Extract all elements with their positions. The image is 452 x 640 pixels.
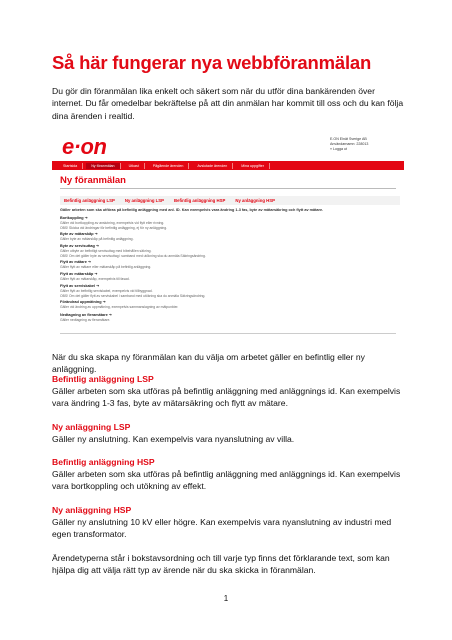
category-text: Gäller utbyte av befintligt servisuttag med bibehållen säkring.	[60, 249, 152, 253]
logout-link: » Logga ut	[330, 147, 347, 152]
category-text: Gäller flytt av mätarskåp, exempelvis till fasad.	[60, 277, 130, 281]
category-item	[60, 284, 360, 298]
eon-logo: e·on	[62, 134, 107, 159]
category-title: Flytt av serviskabel ➔	[60, 284, 100, 288]
category-text: Gäller byte av mätarskåp på befintlig anläggning.	[60, 237, 134, 241]
tab-description: Gäller arbeten som ska utföras på befintlig anläggning med anl. ID. Kan exempelvis vara ändring 1-3 fas, byte av mätarsäkring och flytt av mätare.	[60, 208, 324, 212]
section-heading: Ny anläggning LSP	[52, 422, 131, 432]
category-title: Förändrad uppmätning ➔	[60, 300, 106, 304]
nav-mina-uppgifter: Mina uppgifter	[236, 163, 270, 169]
section-heading: Ny anläggning HSP	[52, 505, 132, 515]
account-box	[330, 137, 392, 153]
category-title: Flytt av mätare ➔	[60, 260, 92, 264]
page-title: Så här fungerar nya webbföranmälan	[52, 52, 372, 73]
tab-befintlig-hsp: Befintlig anläggning HSP	[174, 198, 226, 203]
nav-bar	[52, 161, 404, 170]
category-title: Bortkoppling ➔	[60, 216, 88, 220]
tabs-row	[60, 196, 400, 205]
category-item	[60, 272, 360, 282]
embedded-screenshot	[52, 128, 404, 338]
section-body: Gäller ny anslutning 10 kV eller högre. Kan exempelvis vara nyanslutning av industri med egen transformator.	[52, 517, 392, 540]
category-text: Gäller nedtagning av fleramätare.	[60, 318, 111, 322]
category-text: Gäller vid ändring av uppmätning, exempelvis sammanslagning av mätpunkter.	[60, 305, 179, 309]
tab-ny-lsp: Ny anläggning LSP	[124, 198, 165, 203]
category-text: Gäller flytt av mätare eller mätarskåp på befintlig anläggning.	[60, 265, 152, 269]
tab-befintlig-lsp: Befintlig anläggning LSP	[64, 198, 115, 203]
screenshot-heading: Ny föranmälan	[60, 175, 126, 186]
category-text: OBS! Om det gäller byte av servisuttag i samband med utökning ska du anmäla Säkringsändring.	[60, 253, 206, 258]
category-text: Gäller vid bortkoppling av anslutning, exempelvis vid flytt eller rivning.	[60, 221, 165, 225]
nav-pagaende: Pågående ärenden	[148, 163, 190, 169]
category-item	[60, 300, 360, 310]
nav-ny-foranmalan: Ny föranmälan	[86, 163, 120, 169]
section-body: Gäller arbeten som ska utföras på befintlig anläggning med anläggnings id. Kan exempelvis vara ändring 1-3 fas, byte av mätarsäkring och flytt av mätare.	[52, 386, 401, 409]
tab-ny-hsp: Ny anläggning HSP	[235, 198, 275, 203]
category-title: Byte av mätarskåp ➔	[60, 232, 98, 236]
section-body: Gäller arbeten som ska utföras på befintlig anläggning med anläggnings id. Kan exempelvis vara bortkoppling och utökning av effekt.	[52, 469, 401, 492]
category-item	[60, 216, 360, 230]
category-item	[60, 244, 360, 258]
category-text: OBS! Om det gäller flytt av serviskabel i samband med utökning ska du anmäla Säkringsändring.	[60, 293, 206, 298]
intro-paragraph: Du gör din föranmälan lika enkelt och säkert som när du utför dina bankärenden över internet. Du får omedelbar bekräftelse på att din anmälan har kommit till oss och du kan följa dina ärenden i realtid.	[52, 86, 404, 121]
divider	[60, 333, 396, 334]
category-text: OBS! Skicka vid ändringar för befintlig anläggning, ej för ny anläggning.	[60, 225, 168, 230]
category-item	[60, 260, 360, 270]
account-user: Användarnamn: 228013	[330, 142, 369, 147]
divider	[60, 188, 396, 189]
category-title: Nedtagning av fleramätare ➔	[60, 313, 112, 317]
section-heading: Befintlig anläggning LSP	[52, 374, 154, 384]
category-title: Flytt av mätarskåp ➔	[60, 272, 98, 276]
category-item	[60, 232, 360, 242]
section-heading: Befintlig anläggning HSP	[52, 457, 155, 467]
category-item	[60, 313, 360, 323]
category-title: Byte av servisuttag ➔	[60, 244, 100, 248]
nav-utkast: Utkast	[124, 163, 145, 169]
closing-paragraph: Ärendetyperna står i bokstavsordning och till varje typ finns det förklarande text, som kan hjälpa dig att välja rätt typ av ärende när du ska skicka in föranmälan.	[52, 553, 390, 576]
nav-startsida: Startsida	[58, 163, 83, 169]
nav-avslutade: Avslutade ärenden	[192, 163, 233, 169]
section-body: Gäller ny anslutning. Kan exempelvis vara nyanslutning av villa.	[52, 434, 295, 444]
choose-paragraph: När du ska skapa ny föranmälan kan du välja om arbetet gäller en befintlig eller ny anläggning.	[52, 352, 365, 375]
page-number: 1	[223, 594, 229, 603]
account-company: E.ON Elnät Sverige AB	[330, 137, 367, 141]
category-text: Gäller flytt av befintlig serviskabel, exempelvis vid tillbyggnad.	[60, 289, 153, 293]
